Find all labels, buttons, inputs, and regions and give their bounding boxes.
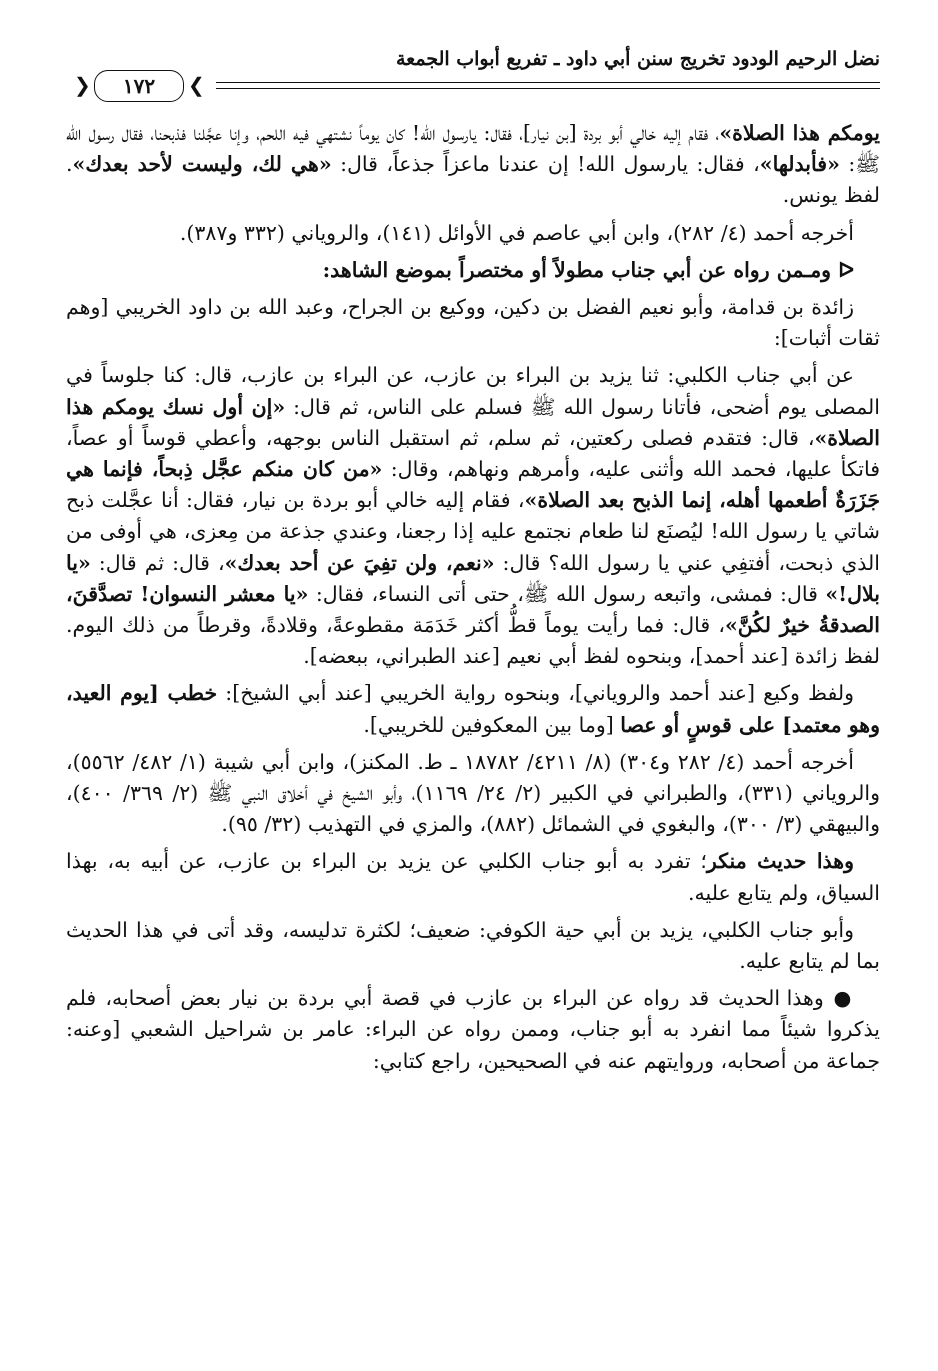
- text-run: قال: فمشى، واتبعه رسول الله ﷺ، حتى أتى النساء، فقال:: [308, 581, 826, 606]
- ornament-left-icon: ❮: [74, 73, 91, 97]
- bold-text-run: «من كان منكم عجَّل ذِبحاً، فإنما هي جَزَرَةٌ أطعمها أهله، إنما الذبح بعد الصلاة»: [66, 457, 880, 513]
- paragraph-p2: [66, 218, 880, 249]
- paragraph-p6: [66, 678, 880, 740]
- paragraph-p4: [66, 292, 880, 354]
- paragraph-p3: [66, 255, 880, 286]
- bold-text-run: «إن أول نسك يومكم هذا الصلاة»: [66, 394, 880, 450]
- text-run: أخرجه أحمد (٤/ ٢٨٢ و٣٠٤) (٨/ ٤٢١١/ ١٨٧٨٢ ـ ط. المكنز)، وابن أبي شيبة (١/ ٤٨٢/ ٥٥٦٢)، والروياني (٣٣١)، والطبراني في الكبير (٢/ ٢٤/ ١١٦٩)، وأبو الشيخ في أخلاق النبي ﷺ (٢/ ٣٦٩/ ٤٠٠)، والبيهقي (٣/ ٣٠٠)، والبغوي في الشمائل (٨٨٢)، والمزي في التهذيب (٣٢/ ٩٥).: [66, 749, 880, 837]
- text-run: زائدة بن قدامة، وأبو نعيم الفضل بن دكين، ووكيع بن الجراح، وعبد الله بن داود الخريبي [وهم ثقات أثبات]:: [66, 295, 880, 351]
- paragraph-p10: [66, 983, 880, 1077]
- bold-text-run: «هي لك، وليست لأحد بعدك»: [72, 152, 332, 177]
- text-run: عن أبي جناب الكلبي: ثنا يزيد بن البراء بن عازب، عن البراء بن عازب، قال: كنا جلوساً في المصلى يوم أضحى، فأتانا رسول الله ﷺ فسلم على الناس، ثم قال:: [66, 363, 880, 419]
- page-header: [66, 48, 880, 104]
- text-run: وأبو جناب الكلبي، يزيد بن أبي حية الكوفي: ضعيف؛ لكثرة تدليسه، وقد أتى في هذا الحديث بما لم يتابع عليه.: [66, 917, 880, 974]
- page-number-frame: [66, 68, 216, 104]
- text-run: [وما بين المعكوفين للخريبي].: [363, 712, 621, 737]
- bold-text-run: «يا معشر النسوان! تصدَّقنَ، الصدقةُ خيرٌ لكُنَّ»: [66, 581, 880, 638]
- bold-text-run: «يا بلال!»: [66, 550, 880, 606]
- paragraph-p8: [66, 846, 880, 908]
- text-run: ، قال: ثم قال:: [90, 550, 225, 575]
- text-run: ، قال: فتقدم فصلى ركعتين، ثم سلم، ثم استقبل الناس بوجهه، وأعطي قوساً أو عصاً، فاتكأ عليها، فحمد الله وأثنى عليه، وأمرهم ونهاهم، وقال:: [66, 425, 880, 482]
- bold-text-run: ●: [823, 986, 854, 1011]
- page-number: ١٧٢: [94, 70, 184, 102]
- text-run: وهذا الحديث قد رواه عن البراء بن عازب في قصة أبي بردة بن نيار بعض أصحابه، فلم يذكروا شيئاً مما انفرد به أبو جناب، وممن رواه عن البراء: عامر بن شراحيل الشعبي [وعنه: جماعة من أصحابه، وروايتهم عنه في الصحيحين، راجع كتابي:: [66, 986, 880, 1073]
- text-run: أخرجه أحمد (٤/ ٢٨٢)، وابن أبي عاصم في الأوائل (١٤١)، والروياني (٣٣٢ و٣٨٧).: [179, 220, 854, 245]
- text-run: ، فقال: يارسول الله! إن عندنا ماعزاً جذعاً، قال:: [331, 152, 760, 177]
- text-run: ، فقام إليه خالي أبو بردة بن نيار، فقال: أنا عجَّلت ذبح شاتي يا رسول الله! ليُصنَع لنا طعام نجتمع عليه إذا رجعنا، وعندي جذعة من مِعزى، هي أوفى من الذي ذبحت، أفتفِي عني يا رسول الله؟ قال:: [66, 488, 881, 575]
- bold-text-run: ᐅ ومـمن رواه عن أبي جناب مطولاً أو مختصراً بموضع الشاهد:: [322, 257, 854, 282]
- bold-text-run: «فأبدلها»: [759, 152, 840, 177]
- paragraph-p7: [66, 747, 880, 841]
- text-run: ، فقام إليه خالي أبو بردة [بن نيار]، فقال: يارسول الله! كان يوماً نشتهي فيه اللحم، وإنا عجَّلنا فذبحنا، فقال رسول الله ﷺ:: [66, 121, 881, 177]
- bold-text-run: وهذا حديث منكر: [706, 849, 854, 874]
- bold-text-run: يومكم هذا الصلاة»: [719, 121, 880, 145]
- running-title: نضل الرحيم الودود تخريج سنن أبي داود ـ تفريع أبواب الجمعة: [395, 48, 880, 70]
- text-run: ولفظ وكيع [عند أحمد والروياني]، وبنحوه رواية الخريبي [عند أبي الشيخ]:: [217, 681, 854, 706]
- text-run: ، قال: فما رأيت يوماً قطُّ أكثر خَدَمَة مقطوعةً، وقلادةً، وقرطاً من ذلك اليوم. لفظ زائدة [عند أحمد]، وبنحوه لفظ أبي نعيم [عند الطبراني، ببعضه].: [66, 613, 880, 669]
- bold-text-run: «نعم، ولن تفِيَ عن أحد بعدك»: [224, 550, 495, 575]
- ornament-right-icon: ❯: [188, 73, 205, 97]
- paragraph-p1: [66, 118, 880, 212]
- paragraph-p5: [66, 360, 880, 672]
- text-run: ؛ تفرد به أبو جناب الكلبي عن يزيد بن البراء بن عازب، عن أبيه به، بهذا السياق، ولم يتابع عليه.: [66, 849, 880, 905]
- paragraph-p9: [66, 915, 880, 977]
- text-run: . لفظ يونس.: [66, 152, 880, 208]
- main-text: [66, 118, 880, 1083]
- bold-text-run: خطب [يوم العيد، وهو معتمد] على قوسٍ أو عصا: [66, 681, 880, 737]
